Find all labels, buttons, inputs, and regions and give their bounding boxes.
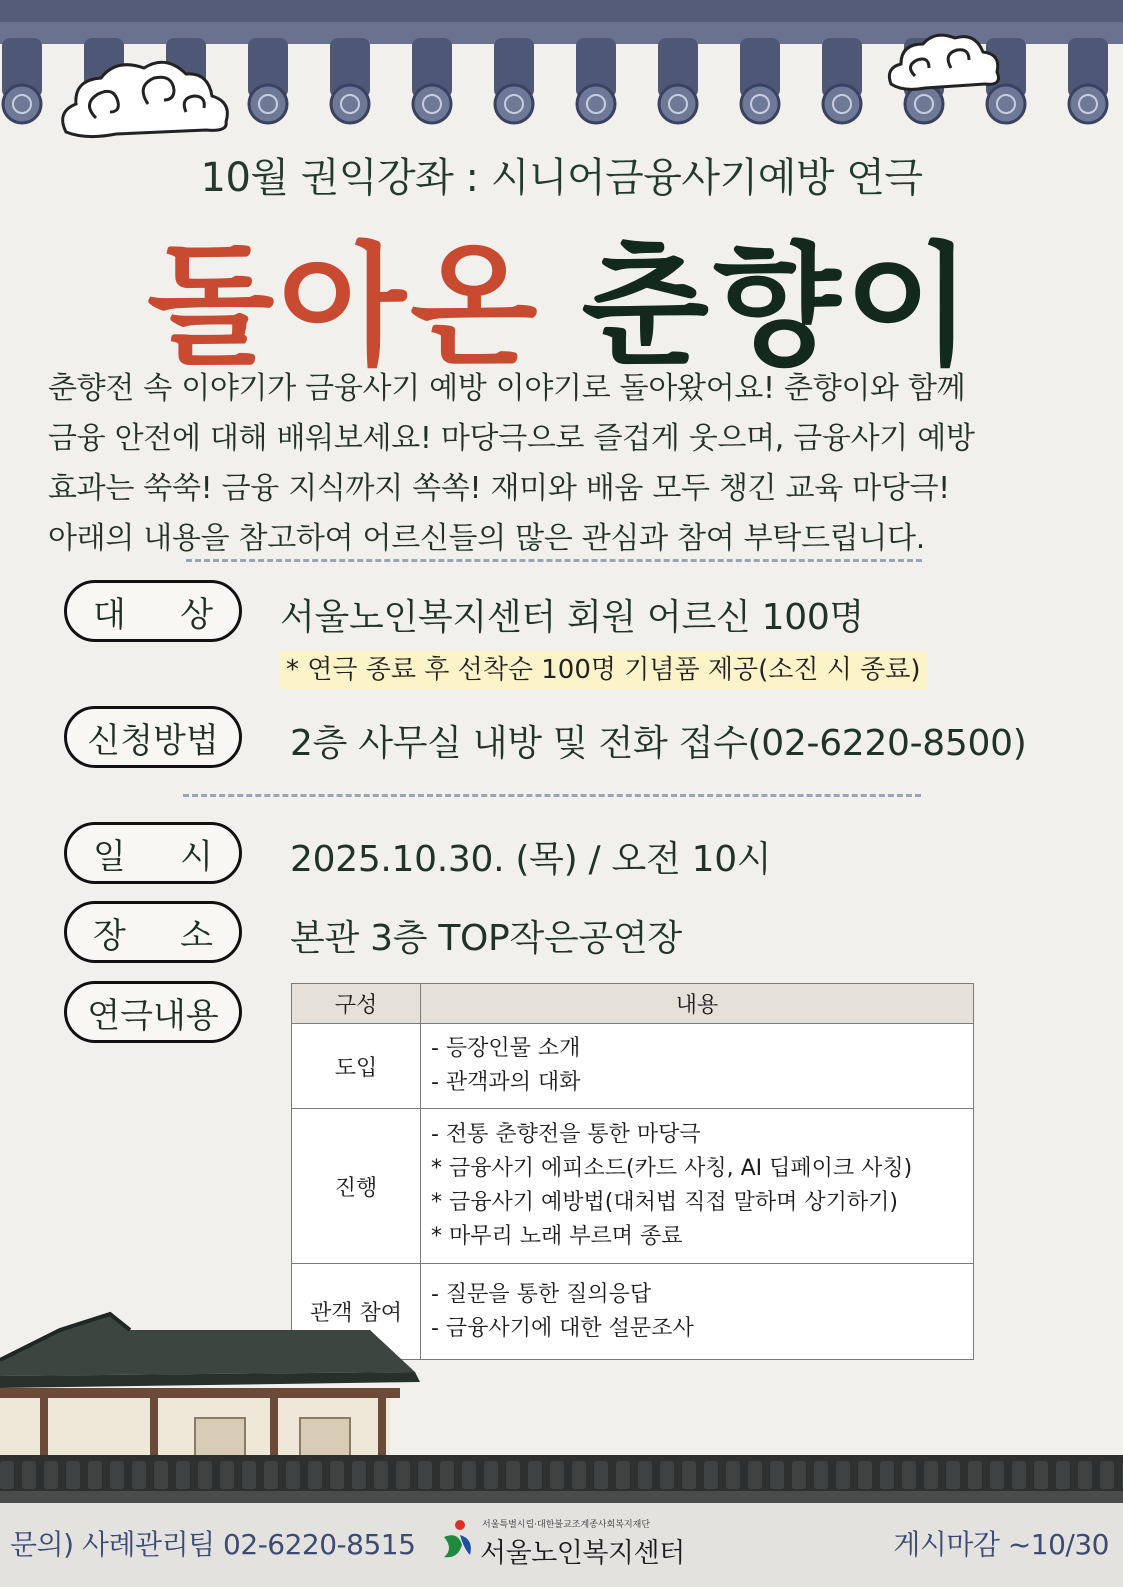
poster-title (0, 200, 1123, 390)
center-logo-mark-icon (440, 1519, 476, 1563)
row-content (421, 1109, 974, 1264)
table-row (292, 1109, 974, 1264)
souvenir-note: * 연극 종료 후 선착순 100명 기념품 제공(소진 시 종료) (280, 651, 927, 689)
content-line: - 전통 춘향전을 통한 마당극 (431, 1122, 701, 1147)
target-label-char: 상 (180, 594, 213, 635)
place-label-pill (64, 901, 242, 963)
intro-line: 춘향전 속 이야기가 금융사기 예방 이야기로 돌아왔어요! 춘향이와 함께 (48, 371, 966, 406)
date-label-char: 시 (180, 836, 213, 877)
table-header-row (292, 984, 974, 1024)
content-label-pill (64, 981, 242, 1043)
content-line: - 관객과의 대화 (431, 1070, 581, 1095)
event-subtitle: 10월 권익강좌 : 시니어금융사기예방 연극 (200, 155, 923, 201)
content-line: - 등장인물 소개 (431, 1036, 581, 1061)
table-row (292, 1024, 974, 1109)
date-value: 2025.10.30. (목) / 오전 10시 (290, 839, 772, 880)
target-value: 서울노인복지센터 회원 어르신 100명 (280, 597, 864, 638)
content-line: * 금융사기 예방법(대처법 직접 말하며 상기하기) (431, 1190, 898, 1215)
title-part-returned: 돌아온 (146, 229, 542, 384)
content-line: - 질문을 통한 질의응답 (431, 1281, 652, 1307)
section-divider (183, 794, 921, 797)
row-content (421, 1024, 974, 1109)
section-divider (186, 559, 922, 562)
hanok-building-illustration (0, 1300, 430, 1460)
title-part-chunhyang: 춘향이 (581, 229, 977, 384)
target-label-pill (64, 580, 242, 642)
intro-line: 금융 안전에 대해 배워보세요! 마당극으로 즐겁게 웃으며, 금융사기 예방 (48, 421, 975, 456)
row-category: 도입 (292, 1024, 421, 1109)
place-value: 본관 3층 TOP작은공연장 (290, 918, 682, 959)
contact-info: 문의) 사례관리팀 02-6220-8515 (10, 1528, 416, 1561)
place-label-char: 장 (93, 915, 126, 956)
place-label-char: 소 (180, 915, 213, 956)
date-label-pill (64, 822, 242, 884)
content-line: - 금융사기에 대한 설문조사 (431, 1315, 694, 1341)
wall-tiles-decoration (0, 1455, 1123, 1503)
apply-label-pill (64, 706, 242, 768)
content-label: 연극내용 (87, 995, 219, 1036)
table-header-cell: 구성 (292, 984, 421, 1024)
row-content (421, 1264, 974, 1360)
row-category: 진행 (292, 1109, 421, 1264)
apply-label: 신청방법 (87, 720, 219, 761)
row-category: 관객 참여 (292, 1264, 421, 1360)
table-header-cell: 내용 (421, 984, 974, 1024)
footer-bar (0, 1503, 1123, 1587)
cloud-icon (56, 52, 236, 152)
intro-paragraph (48, 364, 1088, 564)
posting-deadline: 게시마감 ~10/30 (893, 1528, 1109, 1561)
content-line: * 금융사기 에피소드(카드 사칭, AI 딥페이크 사칭) (431, 1156, 913, 1181)
target-label-char: 대 (93, 594, 126, 635)
cloud-icon (885, 28, 1005, 98)
logo-center-name: 서울노인복지센터 (480, 1538, 685, 1569)
center-logo (440, 1515, 685, 1575)
intro-line: 효과는 쑥쑥! 금융 지식까지 쏙쏙! 재미와 배움 모두 챙긴 교육 마당극! (48, 471, 950, 506)
content-line: * 마무리 노래 부르며 종료 (431, 1224, 683, 1249)
apply-value: 2층 사무실 내방 및 전화 접수(02-6220-8500) (290, 723, 1027, 764)
date-label-char: 일 (93, 836, 126, 877)
logo-foundation-text: 서울특별시립·대한불교조계종사회복지재단 (482, 1520, 651, 1530)
intro-line: 아래의 내용을 참고하여 어르신들의 많은 관심과 참여 부탁드립니다. (48, 521, 925, 556)
